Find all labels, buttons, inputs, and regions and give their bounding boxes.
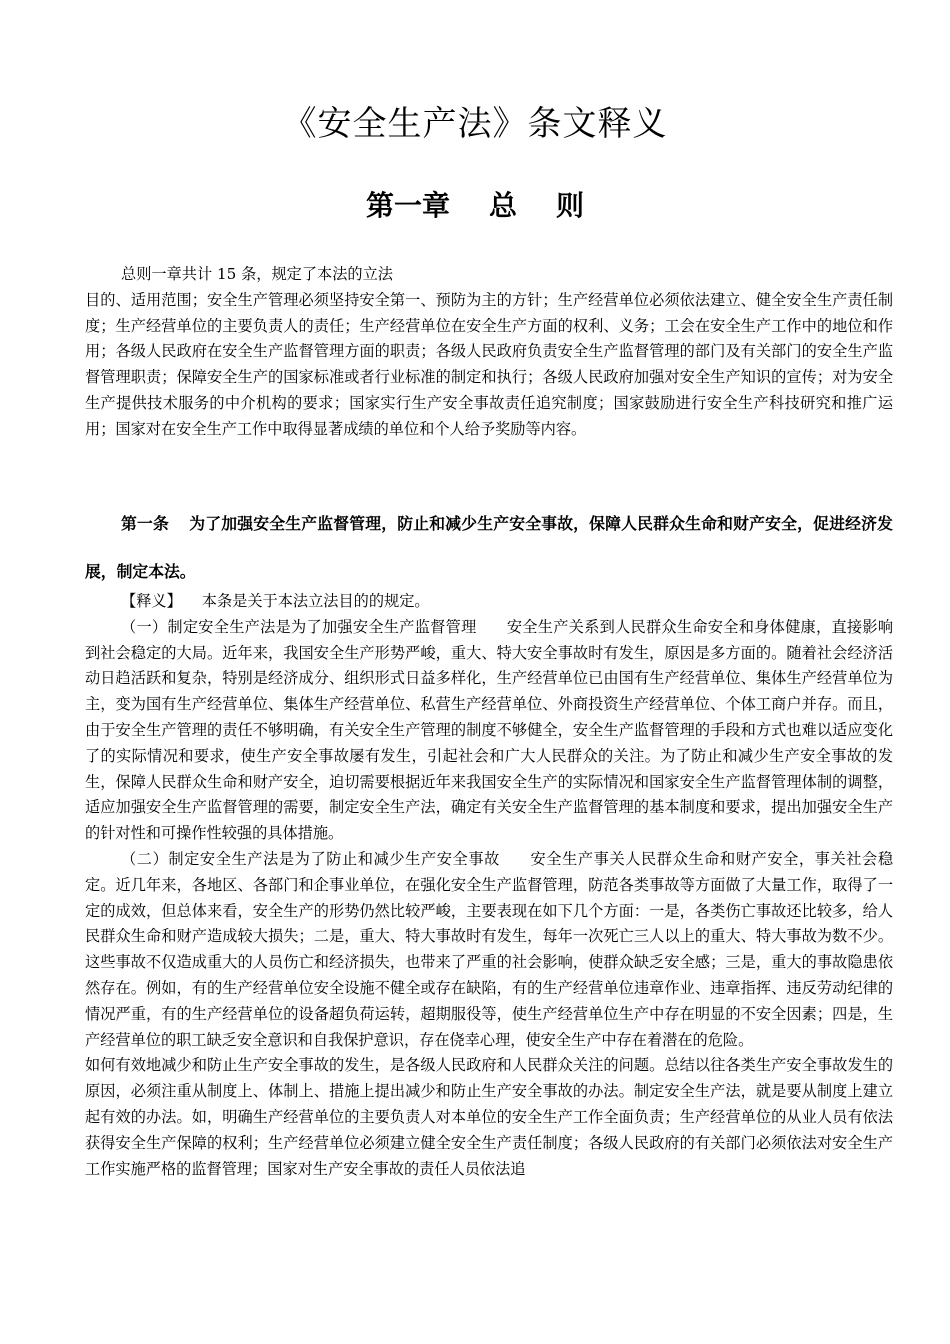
explanation-intro-line [85,589,893,615]
section-1-paragraph [85,615,893,847]
article-1-label: 第一条 [121,514,169,533]
section-2-text: 安全生产事关人民群众生命和财产安全，事关社会稳定。近几年来，各地区、各部门和企事业单位，在强化安全生产监督管理，防范各类事故等方面做了大量工作，取得了一定的成效，但总体来看，安全生产的形势仍然比较严峻，主要表现在如下几个方面：一是，各类伤亡事故还比较多，给人民群众生命和财产造成较大损失；二是，重大、特大事故时有发生，每年一次死亡三人以上的重大、特大事故为数不少。这些事故不仅造成重大的人员伤亡和经济损失，也带来了严重的社会影响，使群众缺乏安全感；三是，重大的事故隐患依然存在。例如，有的生产经营单位安全设施不健全或存在缺陷，有的生产经营单位违章作业、违章指挥、违反劳动纪律的情况严重，有的生产经营单位的设备超负荷运转，超期服役等，使生产经营单位生产中存在明显的不安全因素；四是，生产经营单位的职工缺乏安全意识和自我保护意识，存在侥幸心理，使安全生产中存在着潜在的危险。 [85,849,894,1049]
document-title: 《安全生产法》条文释义 [282,104,668,144]
article-1-text: 为了加强安全生产监督管理，防止和减少生产安全事故，保障人民群众生命和财产安全，促进经济发展，制定本法。 [85,514,893,581]
section-2-continuation: 如何有效地减少和防止生产安全事故的发生，是各级人民政府和人民群众关注的问题。总结以往各类生产安全事故发生的原因，必须注重从制度上、体制上、措施上提出减少和防止生产安全事故的办法。制定安全生产法，就是要从制度上建立起有效的办法。如，明确生产经营单位的主要负责人对本单位的安全生产工作全面负责；生产经营单位的从业人员有依法获得安全生产保障的权利；生产经营单位必须建立健全安全生产责任制度；各级人民政府的有关部门必须依法对安全生产工作实施严格的监督管理；国家对生产安全事故的责任人员依法追 [85,1056,893,1178]
article-1 [85,500,893,596]
explanation-label: 【释义】 [121,592,182,610]
summary-rest: 目的、适用范围；安全生产管理必须坚持安全第一、预防为主的方针；生产经营单位必须依法建立、健全安全生产责任制度；生产经营单位的主要负责人的责任；生产经营单位在安全生产方面的权利、义务；工会在安全生产工作中的地位和作用；各级人民政府在安全生产监督管理方面的职责；各级人民政府负责安全生产监督管理的部门及有关部门的安全生产监督管理职责；保障安全生产的国家标准或者行业标准的制定和执行；各级人民政府加强对安全生产知识的宣传；对为安全生产提供技术服务的中介机构的要求；国家实行生产安全事故责任追究制度；国家鼓励进行安全生产科技研究和推广运用；国家对在安全生产工作中取得显著成绩的单位和个人给予奖励等内容。 [85,290,893,438]
section-1-text: 安全生产关系到人民群众生命安全和身体健康，直接影响到社会稳定的大局。近年来，我国安全生产形势严峻，重大、特大安全事故时有发生，原因是多方面的。随着社会经济活动日趋活跃和复杂，特别是经济成分、组织形式日益多样化，生产经营单位已由国有生产经营单位、集体生产经营单位为主，变为国有生产经营单位、集体生产经营单位、私营生产经营单位、外商投资生产经营单位、个体工商户并存。而且，由于安全生产管理的责任不够明确，有关安全生产管理的制度不够健全，安全生产监督管理的手段和方式也难以适应变化了的实际情况和要求，使生产安全事故屡有发生，引起社会和广大人民群众的关注。为了防止和减少生产安全事故的发生，保障人民群众生命和财产安全，迫切需要根据近年来我国安全生产的实际情况和国家安全生产监督管理体制的调整，适应加强安全生产监督管理的需要，制定安全生产法，确定有关安全生产监督管理的基本制度和要求，提出加强安全生产的针对性和可操作性较强的具体措施。 [85,617,894,843]
section-2-heading: （二）制定安全生产法是为了防止和减少生产安全事故 [121,849,500,868]
explanation-intro: 本条是关于本法立法目的的规定。 [201,592,430,610]
chapter-summary [85,262,893,443]
summary-first-line: 总则一章共计 15 条，规定了本法的立法 [121,265,393,283]
article-1-explanation [85,589,893,1182]
section-2-paragraph [85,847,893,1053]
section-1-heading: （一）制定安全生产法是为了加强安全生产监督管理 [121,617,477,636]
chapter-heading: 第一章 总 则 [366,189,584,222]
